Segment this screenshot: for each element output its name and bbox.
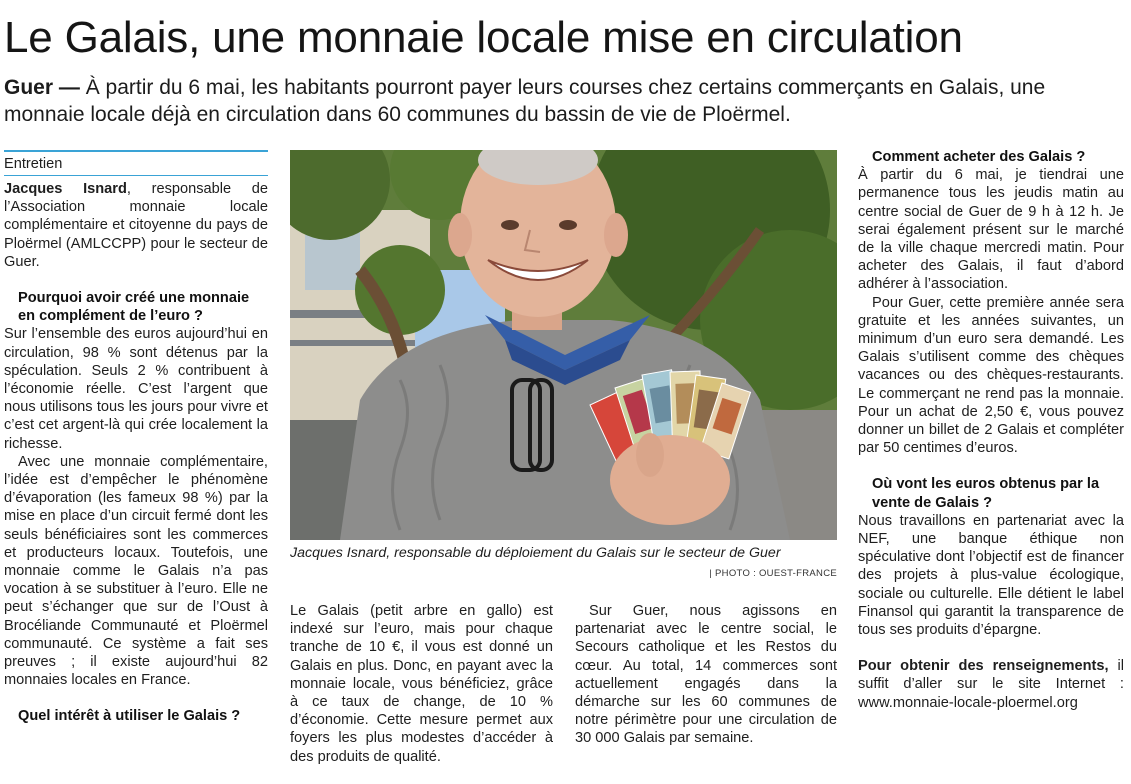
lead-paragraph [4,74,1124,128]
column-2-text: Le Galais (petit arbre en gallo) est indexé sur l’euro, mais pour chaque tranche de 10 €, il vous est donné un Galais en plus. Donc, en payant avec la monnaie locale, vous bénéficiez, grâce à ce taux de change, de 10 % d’économie. Cette mesure permet aux foyers les plus modestes d’accéder à des produits de qualité. [290,603,553,765]
answer-3-paragraph-1: À partir du 6 mai, je tiendrai une permanence tous les jeudis matin au centre social de Guer de 9 h à 12 h. Je serai également présent sur le marché de la ville chaque mercredi matin. Pour acheter des Galais, il faut d’abord adhérer à l’association. [858,167,1124,293]
question-1: Pourquoi avoir créé une monnaie en complément de l’euro ? [18,290,250,325]
answer-1-paragraph-2: Avec une monnaie complémentaire, l’idée est d’empêcher le phénomène d’évaporation (les fameux 98 %) par la mise en place d’un circuit fermé dont les seuls bénéficiaires sont les commerces et producteurs locaux. Toutefois, une monnaie comme le Galais n’a pas vocation à se substituer à l’euro. Elle ne peut s’échanger que sur de l’Oust à Brocéliande Communauté et Ploërmel communauté. Ce système a fait ses preuves ; il existe aujourd’hui 82 monnaies locales en France. [4,453,268,689]
question-4: Où vont les euros obtenus par la vente de Galais ? [872,476,1100,511]
lead-text: À partir du 6 mai, les habitants pourront payer leurs courses chez certains commerçants en Galais, une monnaie locale déjà en circulation dans 60 communes du bassin de vie de Ploërmel. [4,76,1046,126]
question-2: Quel intérêt à utiliser le Galais ? [18,708,241,725]
interviewee-intro [4,180,268,271]
column-3-text: Sur Guer, nous agissons en partenariat avec le centre social, le Secours catholique et les Restos du cœur. Au total, 14 commerces sont actuellement engagés dans la démarche sur les 60 communes de notre périmètre pour une circulation de 30 000 Galais par semaine. [575,603,837,747]
photo-caption: Jacques Isnard, responsable du déploiement du Galais sur le secteur de Guer [290,545,781,561]
rubric-label: Entretien [4,156,63,172]
interviewee-role: , responsable de l’Association monnaie locale complémentaire et citoyenne du pays de Ploërmel (AMLCCPP) pour le secteur de Guer. [4,181,268,270]
more-info-label: Pour obtenir des renseignements, [858,658,1109,675]
column-4 [858,148,1124,712]
more-info-text: il suffit d’aller sur le site Internet : www.monnaie-locale-ploermel.org [858,658,1124,711]
answer-1-paragraph-1: Sur l’ensemble des euros aujourd’hui en circulation, 98 % sont détenus par la spéculation. Seuls 2 % contribuent à l’économie réelle. C’est l’argent que nous utilisons tous les jours pour vivre et c’est cet argent-là qui crée localement la richesse. [4,326,268,452]
answer-4-paragraph-1: Nous travaillons en partenariat avec la NEF, une banque éthique non spéculative dont l’objectif est de financer des projets à plus-value écologique, sociale ou culturelle. Elle détient le label Finansol qui garantit la transparence de tous ses produits d’épargne. [858,512,1124,639]
column-1 [4,150,268,726]
interviewee-name: Jacques Isnard [4,181,127,197]
photo-credit: | PHOTO : OUEST-FRANCE [709,568,837,579]
column-2 [290,602,553,766]
location-tag: Guer — [4,76,80,99]
headline: Le Galais, une monnaie locale mise en circulation [4,13,963,62]
column-3 [575,602,837,748]
more-info [858,657,1124,712]
question-3: Comment acheter des Galais ? [872,149,1086,165]
photo-jacques-isnard [290,150,837,540]
answer-3-paragraph-2: Pour Guer, cette première année sera gratuite et les années suivantes, un minimum d’un euro sera demandé. Les Galais s’utilisent comme des chèques vacances ou des chèques-restaurants. Le commerçant ne rend pas la monnaie. Pour un achat de 2,50 €, vous pouvez donner un billet de 2 Galais et compléter par 50 centimes d’euros. [858,294,1124,457]
rubric-rule-bottom [4,175,268,176]
